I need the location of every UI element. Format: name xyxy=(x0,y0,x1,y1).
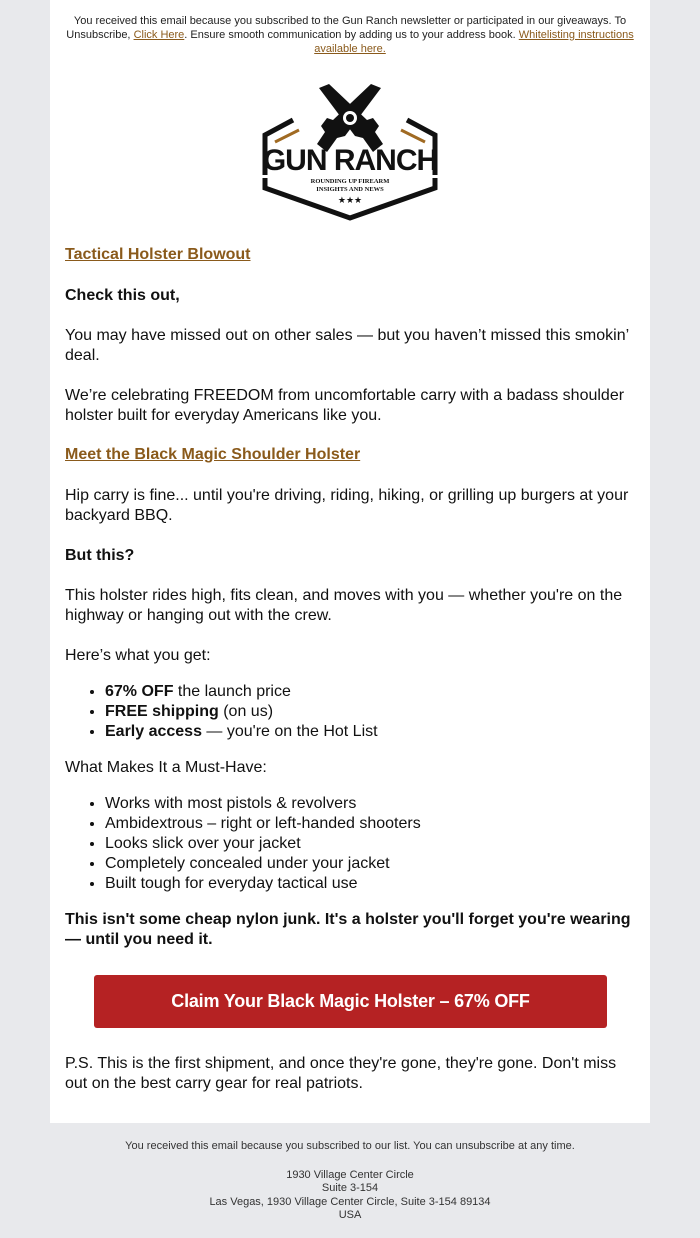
address-line-2: Suite 3-154 xyxy=(321,1182,379,1194)
benefit-bold: Early access xyxy=(105,723,202,740)
postscript: P.S. This is the first shipment, and once they're gone, they're gone. Don't miss out on the best carry gear for real patriots. xyxy=(65,1055,617,1092)
paragraph-4: This holster rides high, fits clean, and moves with you — whether you're on the highway or hanging out with the crew. xyxy=(65,587,623,624)
list-item: • Completely concealed under your jacket xyxy=(105,854,640,874)
what-you-get-label: Here’s what you get: xyxy=(65,647,211,664)
paragraph-3: Hip carry is fine... until you're driving, riding, hiking, or grilling up burgers at your backyard BBQ. xyxy=(65,487,629,524)
paragraph-1: You may have missed out on other sales — but you haven’t missed this smokin’ deal. xyxy=(65,327,629,364)
claim-holster-button[interactable]: Claim Your Black Magic Holster – 67% OFF xyxy=(94,975,607,1028)
greeting: Check this out, xyxy=(65,287,180,304)
footer-notice: You received this email because you subscribed to our list. You can unsubscribe at any time. xyxy=(125,1140,575,1152)
list-item xyxy=(105,682,640,702)
gun-ranch-logo xyxy=(255,80,445,222)
list-item: • Ambidextrous – right or left-handed shooters xyxy=(105,814,640,834)
whitelist-link[interactable]: Whitelisting instructions available here. xyxy=(314,29,634,55)
footer-address xyxy=(50,1169,650,1223)
logo-stars: ★★★ xyxy=(337,196,363,206)
benefit-bold: FREE shipping xyxy=(105,703,219,720)
paragraph-2: We’re celebrating FREEDOM from uncomfortable carry with a badass shoulder holster built for everyday Americans like you. xyxy=(65,387,625,424)
preheader xyxy=(65,14,635,56)
benefit-text: — you're on the Hot List xyxy=(201,723,378,740)
logo-tagline-1: ROUNDING UP FIREARM xyxy=(310,178,390,185)
address-line-4: USA xyxy=(338,1209,362,1221)
but-this-heading: But this? xyxy=(65,547,135,564)
features-list xyxy=(65,794,640,894)
headline-link[interactable]: Tactical Holster Blowout xyxy=(65,246,251,263)
unsubscribe-link[interactable]: Click Here xyxy=(133,29,185,41)
address-line-1: 1930 Village Center Circle xyxy=(286,1168,414,1181)
logo-brand-text: GUN RANCH xyxy=(262,144,438,177)
benefit-bold: 67% OFF xyxy=(105,683,174,700)
crossed-revolvers-icon xyxy=(317,84,383,152)
preheader-text-middle: . Ensure smooth communication by adding us to your address book. xyxy=(184,29,519,41)
benefits-list xyxy=(65,682,640,742)
subheadline-link[interactable]: Meet the Black Magic Shoulder Holster xyxy=(65,446,361,463)
list-item: • Works with most pistols & revolvers xyxy=(105,794,640,814)
benefit-text: (on us) xyxy=(218,703,274,720)
benefit-text: the launch price xyxy=(173,683,291,700)
preheader-text: You received this email because you subscribed to the Gun Ranch newsletter or participated in our giveaways. To Unsubscribe, xyxy=(66,15,627,41)
list-item xyxy=(105,722,640,742)
address-line-3: Las Vegas, 1930 Village Center Circle, Suite 3-154 89134 xyxy=(209,1195,491,1208)
logo-tagline-2: INSIGHTS AND NEWS xyxy=(316,186,384,193)
must-have-label: What Makes It a Must-Have: xyxy=(65,759,267,776)
list-item: • Built tough for everyday tactical use xyxy=(105,874,640,894)
closing-statement: This isn't some cheap nylon junk. It's a holster you'll forget you're wearing — until you need it. xyxy=(65,911,631,948)
list-item xyxy=(105,702,640,722)
footer xyxy=(50,1140,650,1223)
list-item: • Looks slick over your jacket xyxy=(105,834,640,854)
